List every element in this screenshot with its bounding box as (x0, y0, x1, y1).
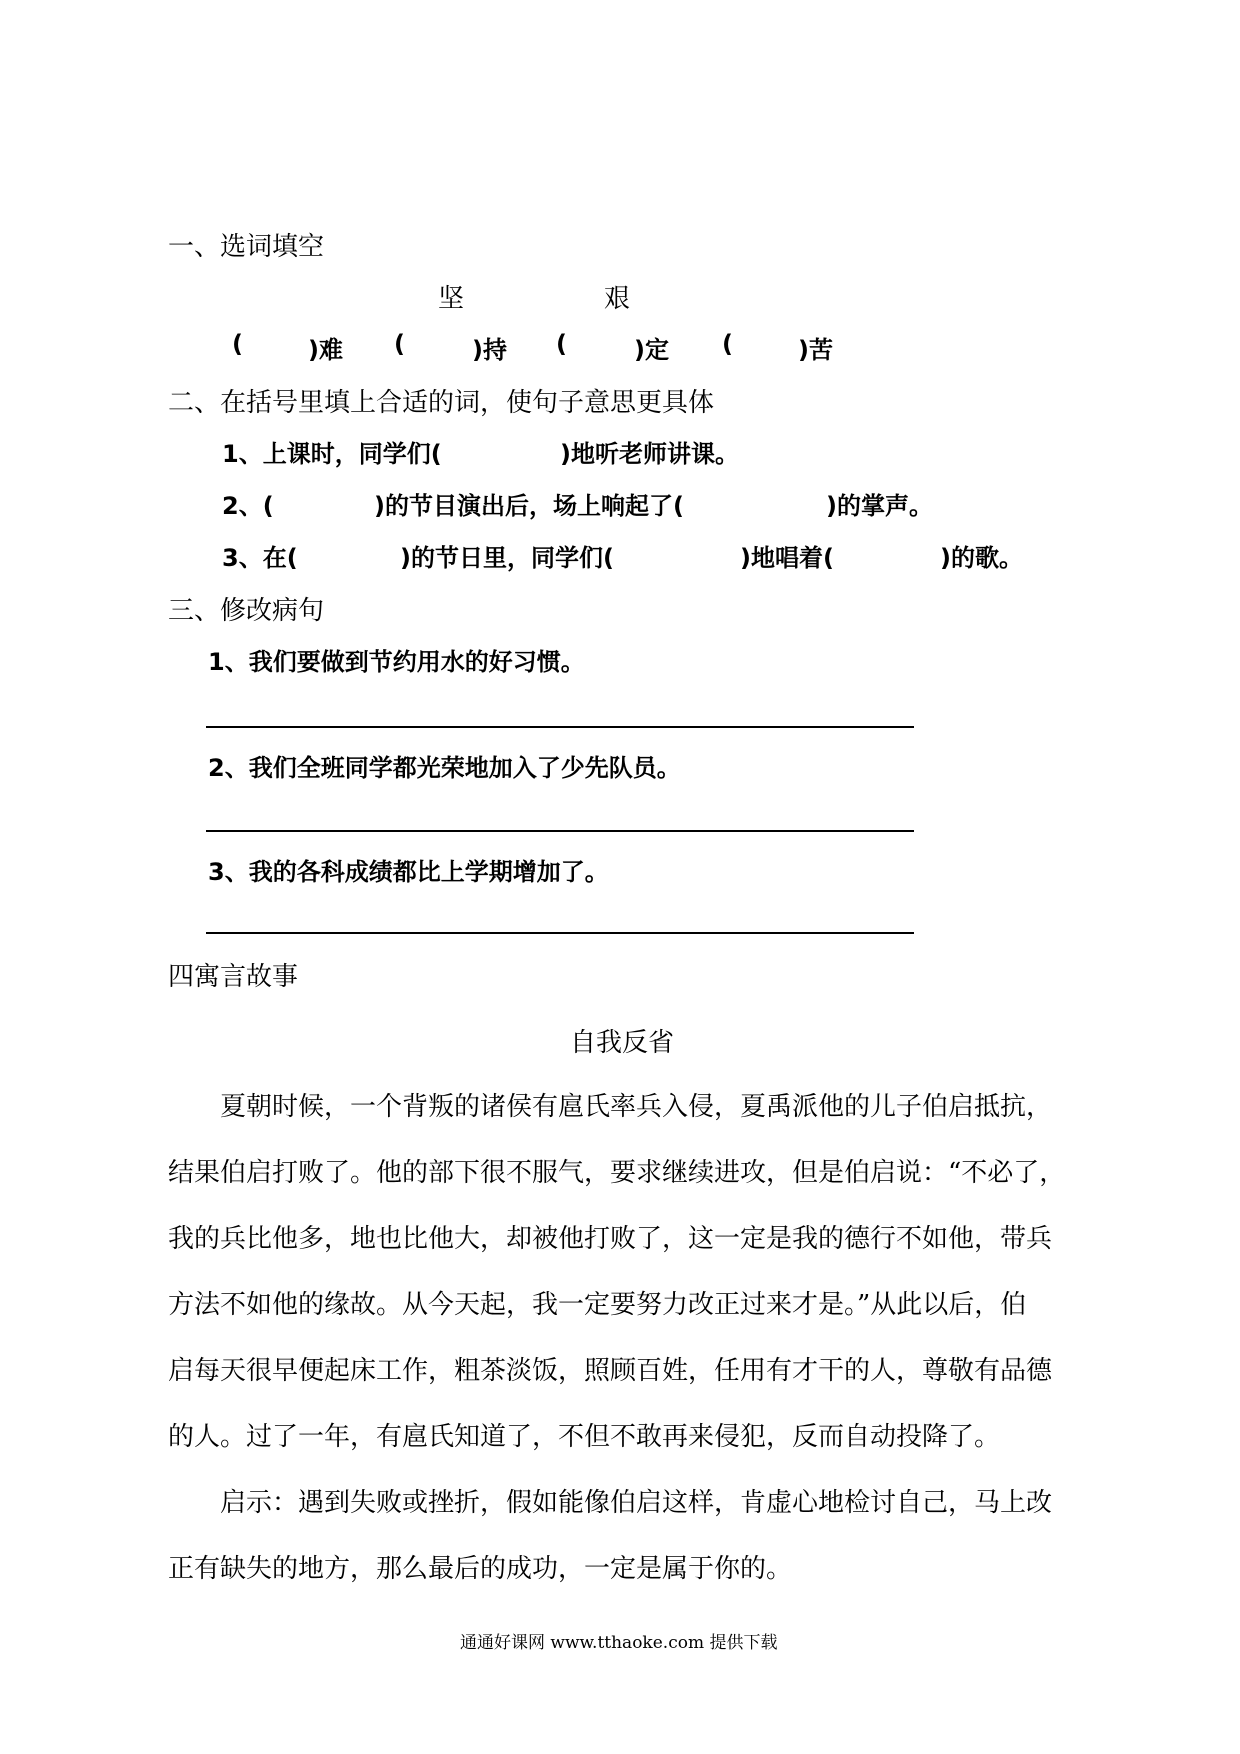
sentence-3: 3、我的各科成绩都比上学期增加了。 (208, 858, 609, 886)
fill-item-3-part-2: )的节日里，同学们( (400, 544, 614, 572)
blank-open: ( (232, 330, 243, 358)
footer-text: 通通好课网 www.tthaoke.com 提供下载 (460, 1633, 778, 1653)
blank-close-label: )持 (472, 336, 507, 364)
fill-item-3-part-1: 3、在( (222, 544, 298, 572)
section2-heading: 二、在括号里填上合适的词，使句子意思更具体 (168, 388, 715, 418)
story-line: 结果伯启打败了。他的部下很不服气，要求继续进攻，但是伯启说：“不必了， (168, 1158, 1066, 1188)
answer-line-3 (206, 932, 914, 934)
story-line: 启每天很早便起床工作，粗茶淡饭，照顾百姓，任用有才干的人，尊敬有品德 (168, 1356, 1053, 1386)
answer-line-1 (206, 726, 914, 728)
story-title: 自我反省 (570, 1028, 675, 1058)
fill-item-2-part-2: )的节目演出后，场上响起了( (374, 492, 684, 520)
section4-heading: 四寓言故事 (168, 962, 299, 992)
story-line: 的人。过了一年，有扈氏知道了，不但不敢再来侵犯，反而自动投降了。 (168, 1422, 1001, 1452)
fill-item-1-part-1: 1、上课时，同学们( (222, 440, 442, 468)
fill-item-2-part-1: 2、( (222, 492, 274, 520)
story-line: 方法不如他的缘故。从今天起，我一定要努力改正过来才是。”从此以后，伯 (168, 1290, 1027, 1320)
blank-open: ( (556, 330, 567, 358)
story-line: 夏朝时候，一个背叛的诸侯有扈氏率兵入侵，夏禹派他的儿子伯启抵抗， (220, 1092, 1053, 1122)
blank-close-label: )苦 (798, 336, 833, 364)
moral-paragraph (168, 1470, 1088, 1602)
choice-word-2: 艰 (604, 284, 631, 314)
fill-item-2-part-3: )的掌声。 (826, 492, 933, 520)
blank-open: ( (394, 330, 405, 358)
choice-word-1: 坚 (438, 284, 465, 314)
section1-heading: 一、选词填空 (168, 232, 325, 262)
answer-line-2 (206, 830, 914, 832)
fill-item-1-part-2: )地听老师讲课。 (560, 440, 739, 468)
blank-close-label: )难 (308, 336, 343, 364)
blank-close-label: )定 (634, 336, 669, 364)
fill-item-3-part-3: )地唱着( (740, 544, 834, 572)
story-paragraph (168, 1074, 1088, 1470)
fill-item-3-part-4: )的歌。 (940, 544, 1023, 572)
sentence-2: 2、我们全班同学都光荣地加入了少先队员。 (208, 754, 681, 782)
blank-open: ( (722, 330, 733, 358)
moral-line: 启示：遇到失败或挫折，假如能像伯启这样，肯虚心地检讨自己，马上改 (220, 1488, 1053, 1518)
section3-heading: 三、修改病句 (168, 596, 325, 626)
sentence-1: 1、我们要做到节约用水的好习惯。 (208, 648, 585, 676)
moral-line: 正有缺失的地方，那么最后的成功，一定是属于你的。 (168, 1554, 793, 1584)
story-line: 我的兵比他多，地也比他大，却被他打败了，这一定是我的德行不如他，带兵 (168, 1224, 1053, 1254)
